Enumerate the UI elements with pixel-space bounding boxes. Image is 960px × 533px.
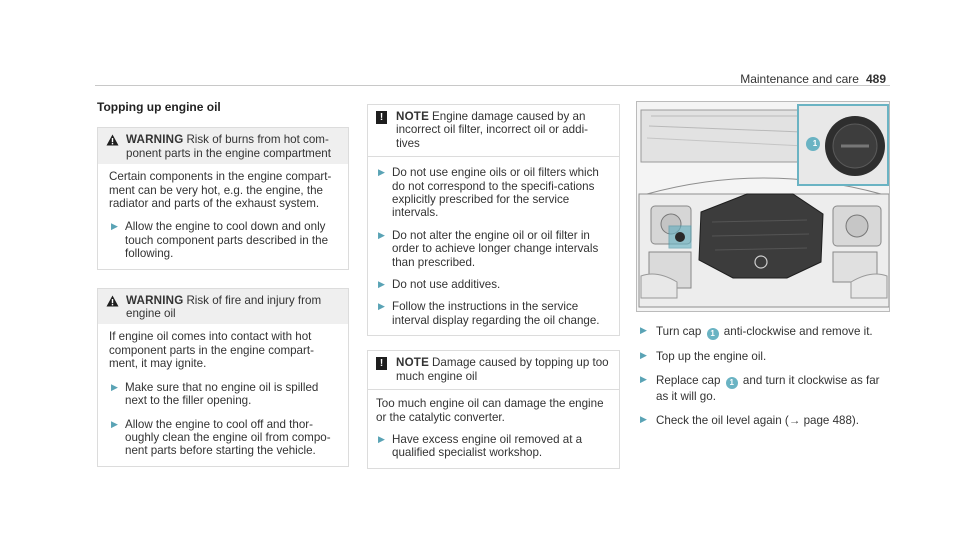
step-arrow-icon: ▶ <box>378 167 385 178</box>
warning-body <box>98 164 348 268</box>
step-arrow-icon: ▶ <box>640 414 647 424</box>
note-header <box>368 351 619 387</box>
step-text: Allow the engine to cool off and thor-oughly clean the engine oil from compo-nent parts before starting the vehicle. <box>125 417 331 458</box>
list-item <box>109 381 340 408</box>
list-item <box>376 229 611 269</box>
step-arrow-icon: ▶ <box>111 381 118 392</box>
header-title: Maintenance and care <box>740 72 859 86</box>
note-exclamation-icon: ! <box>376 357 387 370</box>
warning-text: Certain components in the engine compart-ment can be very hot, e.g. the engine, the radiator and parts of the exhaust system. <box>109 170 332 211</box>
step-arrow-icon: ▶ <box>640 374 647 384</box>
column-1 <box>97 100 349 481</box>
list-item <box>376 433 611 460</box>
list-item <box>636 413 890 428</box>
column-3 <box>636 101 890 428</box>
page-header <box>95 0 890 86</box>
warning-body <box>98 324 348 465</box>
step-text: Have excess engine oil removed at a qualified specialist workshop. <box>392 432 583 460</box>
step-text: Follow the instructions in the service interval display regarding the oil change. <box>392 300 600 327</box>
note-title-text: Damage caused by topping up too much engine oil <box>396 356 609 383</box>
step-text <box>656 324 890 340</box>
step-arrow-icon: ▶ <box>111 418 118 429</box>
warning-title-text: Risk of fire and injury from engine oil <box>126 293 322 321</box>
step-text: Do not alter the engine oil or oil filter in order to achieve longer change intervals than prescribed. <box>392 228 599 269</box>
engine-illustration <box>637 102 890 312</box>
step-arrow-icon: ▶ <box>640 350 647 360</box>
note-body <box>368 166 619 335</box>
note-title <box>396 110 611 150</box>
step-text-part: and turn it clockwise as far as it will go. <box>656 374 880 403</box>
list-item <box>109 220 340 260</box>
step-text-part: anti-clockwise and remove it. <box>723 325 873 338</box>
step-text: Top up the engine oil. <box>656 350 767 363</box>
engine-compartment-figure <box>636 101 890 312</box>
warning-triangle-icon <box>106 295 126 310</box>
note-keyword: NOTE <box>396 356 430 370</box>
warning-triangle-icon <box>106 134 126 149</box>
step-text-part: Turn cap <box>656 325 702 338</box>
warning-text: If engine oil comes into contact with hot component parts in the engine compart-ment, it may ignite. <box>109 330 314 371</box>
step-arrow-icon: ▶ <box>111 221 118 232</box>
step-text <box>656 373 890 404</box>
warning-header <box>98 128 348 164</box>
callout-badge: 1 <box>707 328 719 340</box>
section-title: Topping up engine oil <box>97 100 221 114</box>
note-header <box>368 105 619 154</box>
step-text: Do not use additives. <box>392 278 501 292</box>
note-title-text: Engine damage caused by an incorrect oil filter, incorrect oil or addi-tives <box>396 110 589 150</box>
list-item <box>376 166 611 220</box>
step-arrow-icon: ▶ <box>378 229 385 240</box>
note-exclamation-icon: ! <box>376 111 387 124</box>
step-arrow-icon: ▶ <box>640 325 647 335</box>
warning-title-text: Risk of burns from hot com-ponent parts in the engine compartment <box>126 133 331 160</box>
step-text: Allow the engine to cool down and only touch component parts described in the following. <box>125 220 329 261</box>
list-item <box>376 300 611 327</box>
list-item <box>376 278 611 291</box>
step-arrow-icon: ▶ <box>378 279 385 290</box>
warning-header <box>98 289 348 325</box>
list-item <box>636 349 890 364</box>
note-keyword: NOTE <box>396 110 430 123</box>
warning-box-fire <box>97 288 349 467</box>
note-title <box>396 356 611 383</box>
warning-title <box>126 294 340 321</box>
step-arrow-icon: ▶ <box>378 301 385 312</box>
header-text <box>740 72 886 86</box>
warning-title <box>126 133 340 160</box>
step-arrow-icon: ▶ <box>378 433 385 444</box>
step-text: Make sure that no engine oil is spilled next to the filler opening. <box>125 380 319 408</box>
step-text: Do not use engine oils or oil filters which do not correspond to the specifi-cations explicitly prescribed for the service intervals. <box>392 166 599 220</box>
warning-keyword: WARNING <box>126 133 184 147</box>
page-number: 489 <box>865 72 886 86</box>
note-box-oil-filter <box>367 104 620 336</box>
note-box-overfill <box>367 350 620 468</box>
list-item <box>109 418 340 458</box>
list-item <box>636 324 890 340</box>
figure-callout: 1 <box>812 139 818 148</box>
callout-badge: 1 <box>726 377 738 389</box>
note-body <box>368 390 619 468</box>
step-text-part: Replace cap <box>656 374 721 387</box>
page-reference-link[interactable]: Check the oil level again (→ page 488). <box>656 414 860 427</box>
divider <box>368 156 619 157</box>
column-2 <box>367 104 620 483</box>
warning-keyword: WARNING <box>126 293 184 307</box>
list-item <box>636 373 890 404</box>
warning-box-burns <box>97 127 349 269</box>
note-text: Too much engine oil can damage the engine or the catalytic converter. <box>376 397 604 424</box>
